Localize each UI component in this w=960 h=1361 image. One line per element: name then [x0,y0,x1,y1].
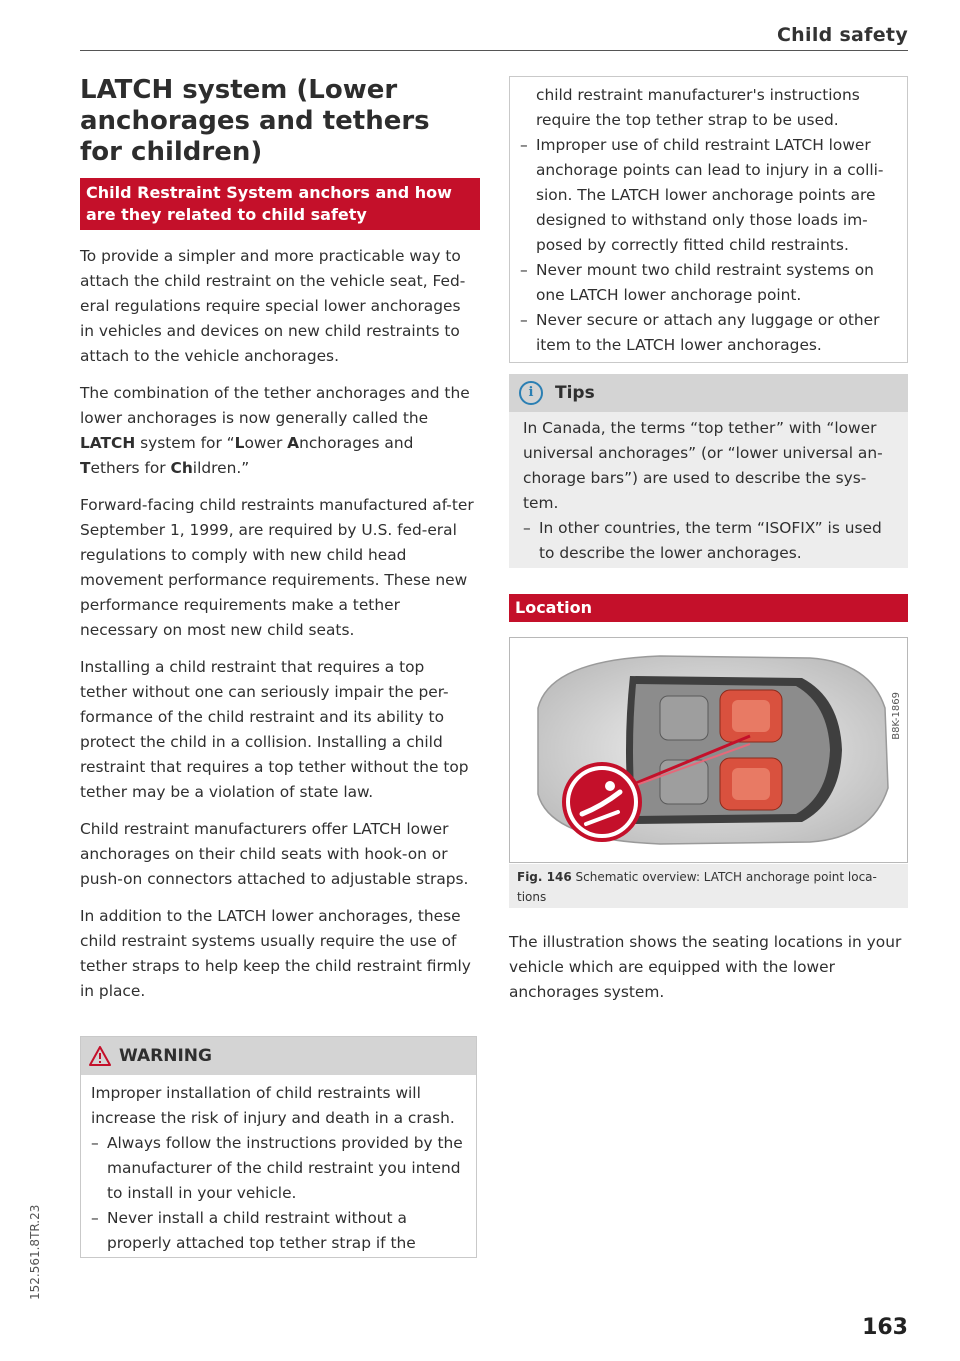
bold-letter: T [80,459,91,477]
paragraph: In addition to the LATCH lower anchorages, these child restraint systems usually require the use of tether straps to help keep the child restraint firmly in place. [80,907,471,1000]
figure-label: Fig. 146 [517,870,572,884]
bold-letter: A [287,434,300,452]
list-item [523,516,896,566]
list-item-text: In other countries, the term “ISOFIX” is used to describe the lower anchorages. [539,519,882,562]
section-label: Child safety [776,24,908,46]
rear-seat-right [660,760,708,804]
subsection-heading: Child Restraint System anchors and how are they related to child safety [80,178,480,230]
warning-header [81,1037,476,1075]
tips-body [509,412,908,566]
tips-header [509,374,908,412]
warning-body [81,1075,476,1256]
paragraph-latch [80,381,476,481]
dash: – [520,311,528,329]
page-number: 163 [862,1315,908,1340]
figure-caption-text: Schematic overview: LATCH anchorage point loca-tions [517,870,877,904]
warning-title: WARNING [119,1046,212,1066]
left-column-text [80,244,476,1016]
paragraph: Child restraint manufacturers offer LATCH lower anchorages on their child seats with hook-on or push-on connectors attached to adjustable straps. [80,820,469,888]
dash: – [520,261,528,279]
bold-letter: Ch [170,459,193,477]
child-seat-symbol-head [605,781,615,791]
warning-continued-text: child restraint manufacturer's instructions require the top tether strap to be used. [536,86,860,129]
list-item [91,1131,466,1206]
dash: – [91,1134,99,1152]
seat-cushion [732,768,770,800]
dash: – [91,1209,99,1227]
info-icon: i [519,381,543,405]
list-item [91,1206,466,1256]
location-paragraph: The illustration shows the seating locations in your vehicle which are equipped with the lower anchorages system. [509,933,902,1001]
paragraph: To provide a simpler and more practicable way to attach the child restraint on the vehicle seat, Fed-eral regulations require special lower anchorages in vehicles and devices on new child restraints to attach to the vehicle anchorages. [80,247,466,365]
paragraph: Installing a child restraint that requires a top tether without one can seriously impair the per-formance of the child restraint and its ability to protect the child in a collision. Installing a child restraint that requires a top tether without the top tether may be a violation of state law. [80,658,469,801]
warning-triangle-icon [89,1046,111,1066]
tips-list [523,516,896,566]
tips-box [509,374,908,568]
rear-seat-left [660,696,708,740]
tips-title: Tips [555,383,595,403]
text-run: The combination of the tether anchorages and the lower anchorages is now generally called the [80,384,470,427]
warning-intro: Improper installation of child restraints will increase the risk of injury and death in a crash. [91,1084,455,1127]
tips-text: In Canada, the terms “top tether” with “lower universal anchorages” (or “lower universal an-chorage bars”) are used to describe the sys-tem. [523,419,883,512]
list-item [520,258,897,308]
list-item [520,133,897,258]
latch-bold: LATCH [80,434,136,452]
header-rule [80,50,908,51]
list-item-text: Always follow the instructions provided by the manufacturer of the child restraint you intend to install in your vehicle. [107,1134,463,1202]
page-title: LATCH system (Lower anchorages and tethers for children) [80,75,430,167]
text-run: nchorages and [299,434,414,452]
car-top-view-illustration [510,638,907,862]
warning-continuation-box [509,76,908,363]
warning-continuation-body [510,77,907,358]
warning-box [80,1036,477,1258]
warning-list-continued [520,133,897,358]
dash: – [523,519,531,537]
text-run: ower [244,434,288,452]
figure-car-illustration [509,637,908,863]
list-item-text: Never mount two child restraint systems on one LATCH lower anchorage point. [536,261,874,304]
text-run: system for “ [135,434,235,452]
list-item-text: Improper use of child restraint LATCH lower anchorage points can lead to injury in a colli-sion. The LATCH lower anchorage points are designed to withstand only those loads im-posed by correctly fitted child restraints. [536,136,884,254]
seat-cushion [732,700,770,732]
list-item-text: Never install a child restraint without a properly attached top tether strap if the [107,1209,416,1252]
location-heading: Location [509,594,908,622]
warning-list [91,1131,466,1256]
document-code: 152.561.8TR.23 [28,1204,42,1300]
text-run: ethers for [90,459,171,477]
figure-code: B8K-1869 [891,692,902,740]
figure-caption [509,864,908,908]
list-item-text: Never secure or attach any luggage or other item to the LATCH lower anchorages. [536,311,880,354]
list-item [520,308,897,358]
text-run: ildren.” [192,459,250,477]
dash: – [520,136,528,154]
paragraph: Forward-facing child restraints manufactured af-ter September 1, 1999, are required by U.S. fed-eral regulations to comply with new child head movement performance requirements. These new performance requirements make a tether necessary on most new child seats. [80,496,474,639]
bold-letter: L [234,434,245,452]
